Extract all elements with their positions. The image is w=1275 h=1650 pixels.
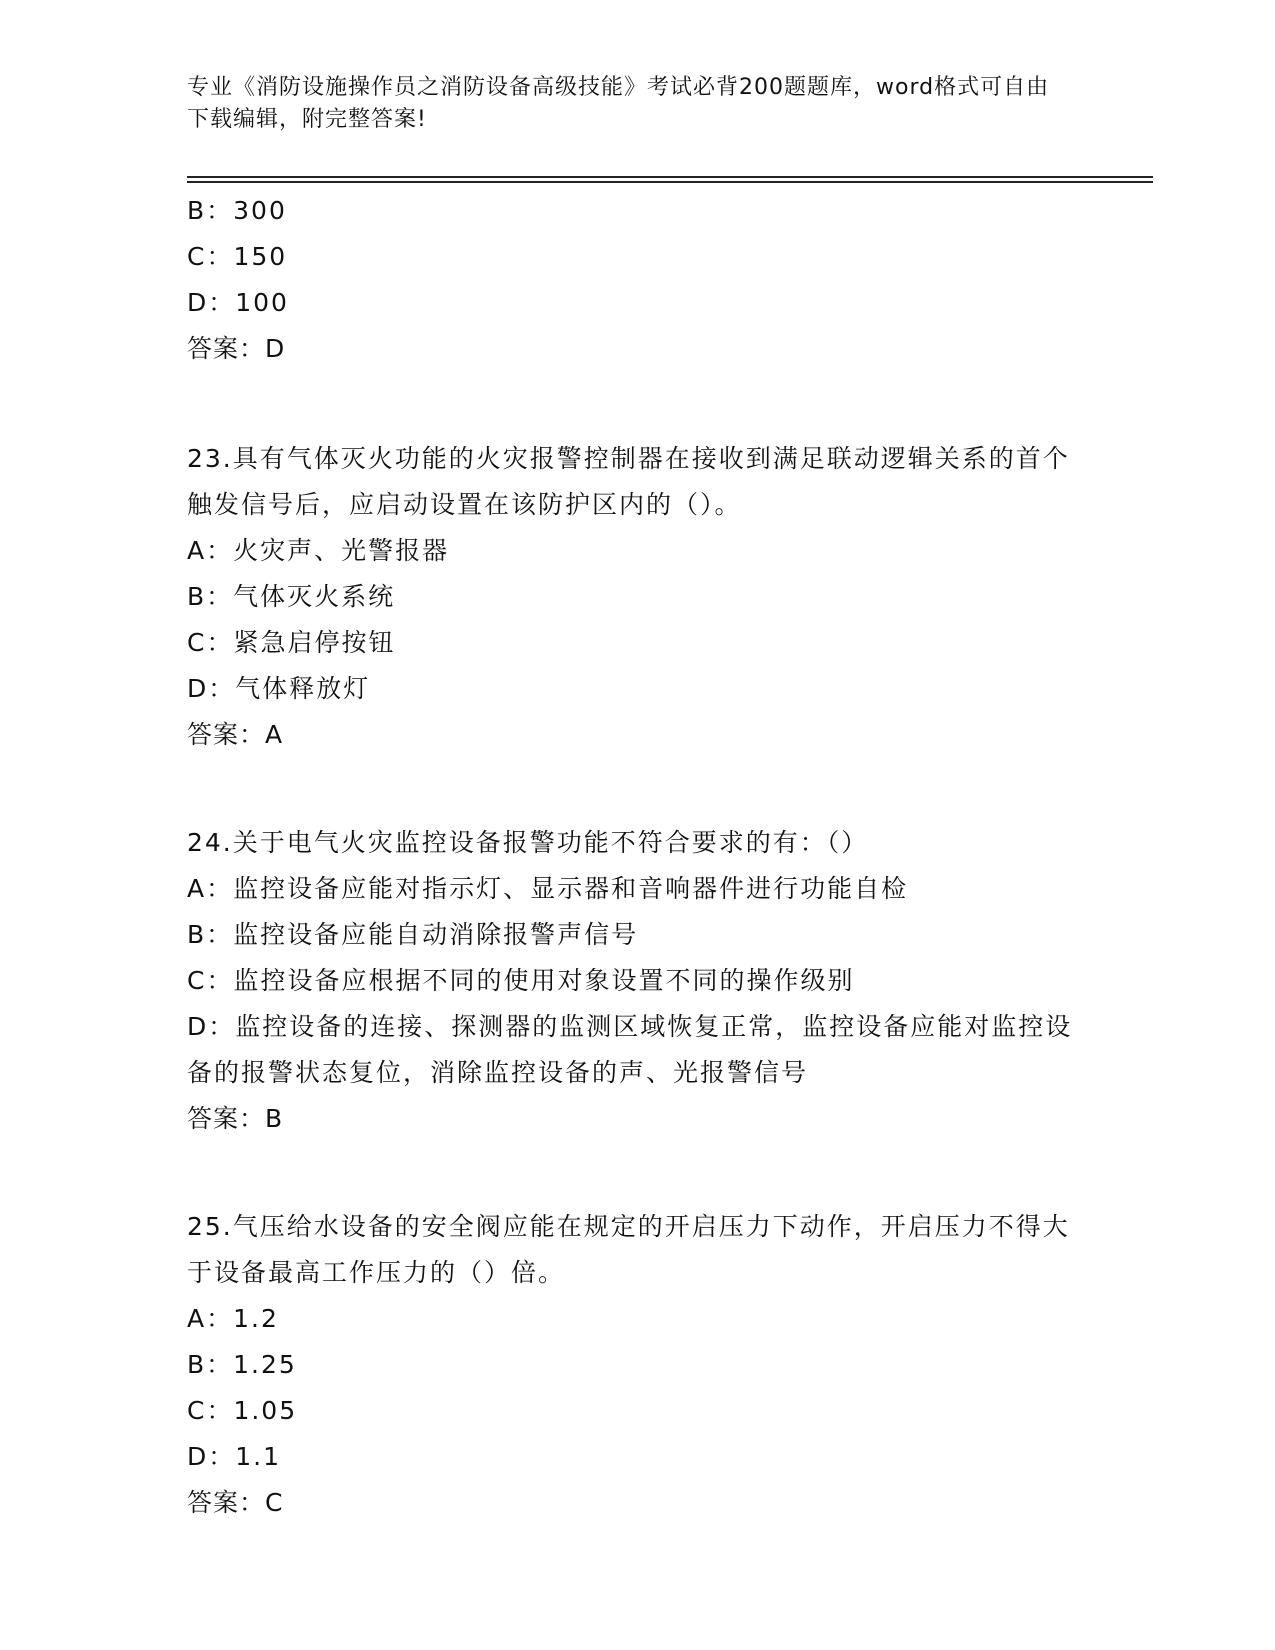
option-c: C：150 xyxy=(187,242,288,271)
option-d: D：气体释放灯 xyxy=(187,674,371,703)
answer-line: 答案：C xyxy=(187,1488,284,1517)
option-d: D：100 xyxy=(187,288,289,317)
answer-line: 答案：D xyxy=(187,334,286,363)
answer-line: 答案：A xyxy=(187,720,284,749)
question-24 xyxy=(187,820,1087,1142)
question-22-continuation xyxy=(187,188,1087,372)
question-stem: 25.气压给水设备的安全阀应能在规定的开启压力下动作，开启压力不得大于设备最高工作压力的（）倍。 xyxy=(187,1212,1070,1287)
answer-line: 答案：B xyxy=(187,1104,284,1133)
option-d: D：监控设备的连接、探测器的监测区域恢复正常，监控设备应能对监控设备的报警状态复位，消除监控设备的声、光报警信号 xyxy=(187,1012,1073,1087)
question-23 xyxy=(187,436,1087,758)
option-c: C：1.05 xyxy=(187,1396,298,1425)
option-b: B：300 xyxy=(187,196,287,225)
option-b: B：气体灭火系统 xyxy=(187,582,396,611)
option-b: B：监控设备应能自动消除报警声信号 xyxy=(187,920,639,949)
question-content xyxy=(187,188,1087,1526)
option-a: A：1.2 xyxy=(187,1304,279,1333)
question-stem: 23.具有气体灭火功能的火灾报警控制器在接收到满足联动逻辑关系的首个触发信号后，应启动设置在该防护区内的（）。 xyxy=(187,444,1070,519)
option-c: C：紧急启停按钮 xyxy=(187,628,396,657)
option-d: D：1.1 xyxy=(187,1442,282,1471)
option-a: A：监控设备应能对指示灯、显示器和音响器件进行功能自检 xyxy=(187,874,909,903)
option-a: A：火灾声、光警报器 xyxy=(187,536,450,565)
header-rule-top xyxy=(187,176,1153,178)
question-25 xyxy=(187,1204,1087,1526)
document-header: 专业《消防设施操作员之消防设备高级技能》考试必背200题题库，word格式可自由下载编辑，附完整答案! xyxy=(187,75,1050,132)
option-c: C：监控设备应根据不同的使用对象设置不同的操作级别 xyxy=(187,966,855,995)
question-stem: 24.关于电气火灾监控设备报警功能不符合要求的有：（） xyxy=(187,828,869,857)
header-rule-bottom xyxy=(187,181,1153,183)
option-b: B：1.25 xyxy=(187,1350,297,1379)
